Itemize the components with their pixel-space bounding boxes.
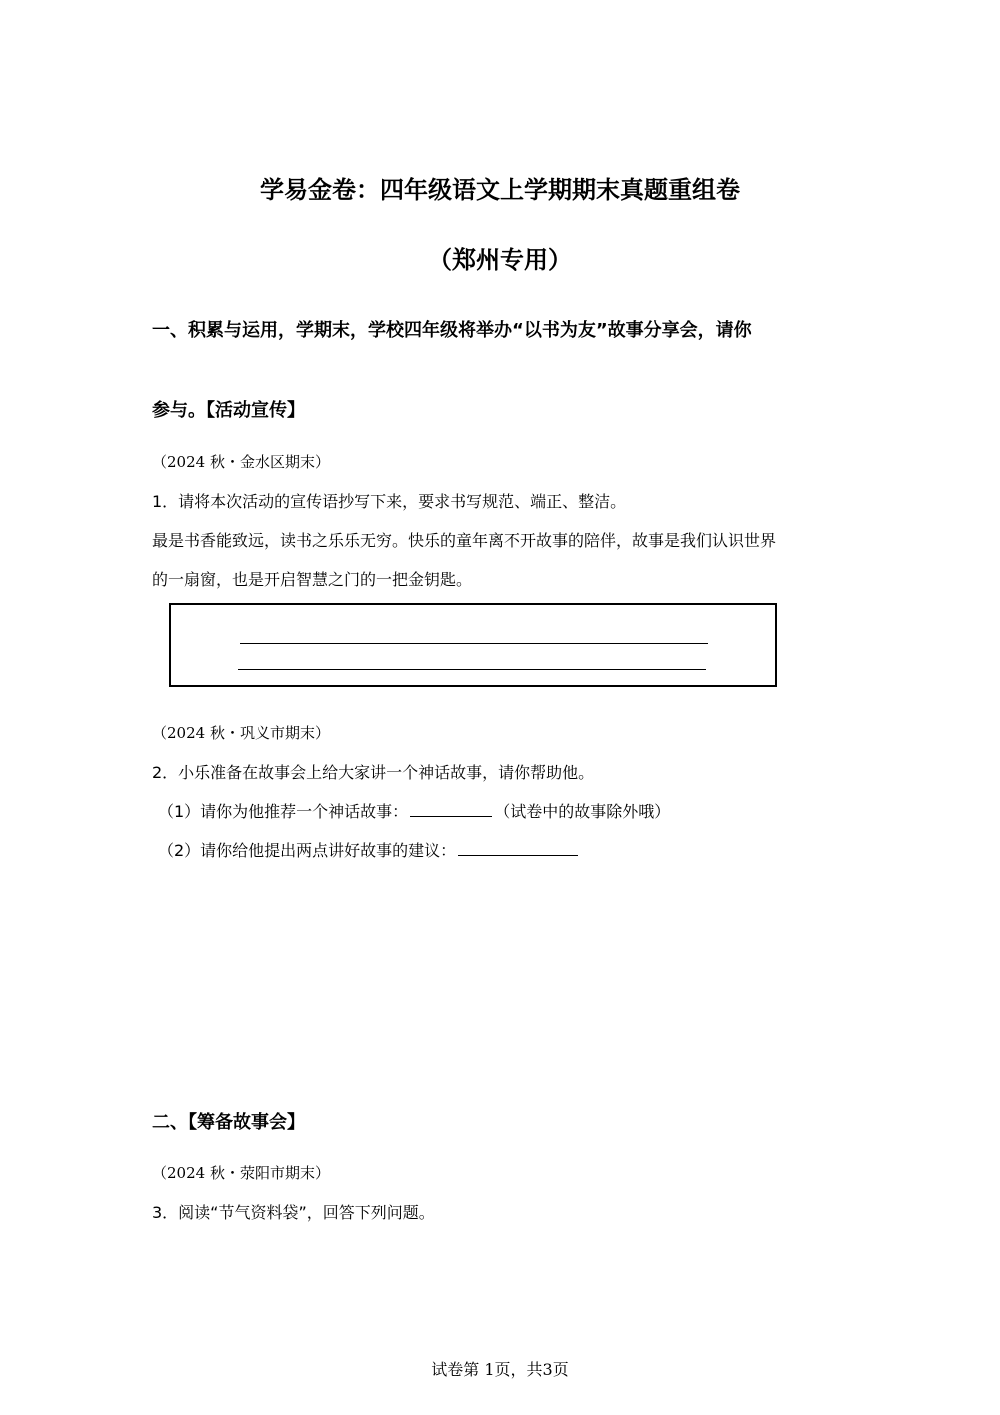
section1-heading-line1: 一、积累与运用，学期末，学校四年级将举办“以书为友”故事分享会，请你 — [152, 320, 752, 341]
question-1: 1．请将本次活动的宣传语抄写下来，要求书写规范、端正、整洁。 — [152, 492, 627, 511]
answer-blank-2-2[interactable] — [458, 839, 578, 856]
page-footer: 试卷第 1页，共3页 — [431, 1360, 569, 1379]
question-2-1 — [158, 799, 670, 822]
answer-blank-2-1[interactable] — [410, 800, 492, 817]
page-subtitle: （郑州专用） — [428, 246, 572, 274]
question-2: 2．小乐准备在故事会上给大家讲一个神话故事，请你帮助他。 — [152, 763, 595, 782]
source-note-3: （2024 秋・荥阳市期末） — [152, 1164, 330, 1182]
writing-line-1[interactable] — [240, 643, 708, 644]
section2-heading: 二、【筹备故事会】 — [152, 1112, 305, 1133]
question-2-1-suffix: （试卷中的故事除外哦） — [494, 802, 671, 821]
question-3: 3．阅读“节气资料袋”，回答下列问题。 — [152, 1203, 435, 1222]
writing-line-2[interactable] — [238, 669, 706, 670]
source-note-1: （2024 秋・金水区期末） — [152, 453, 330, 471]
page-title: 学易金卷：四年级语文上学期期末真题重组卷 — [260, 176, 740, 204]
question-2-1-prefix: （1）请你为他推荐一个神话故事： — [158, 802, 409, 821]
slogan-line1: 最是书香能致远，读书之乐乐无穷。快乐的童年离不开故事的陪伴，故事是我们认识世界 — [152, 531, 777, 550]
question-2-2 — [158, 838, 580, 861]
slogan-line2: 的一扇窗，也是开启智慧之门的一把金钥匙。 — [152, 570, 473, 589]
section1-heading-line2: 参与。【活动宣传】 — [152, 400, 305, 421]
source-note-2: （2024 秋・巩义市期末） — [152, 724, 330, 742]
copy-writing-box[interactable] — [169, 603, 777, 687]
question-2-2-prefix: （2）请你给他提出两点讲好故事的建议： — [158, 841, 457, 860]
